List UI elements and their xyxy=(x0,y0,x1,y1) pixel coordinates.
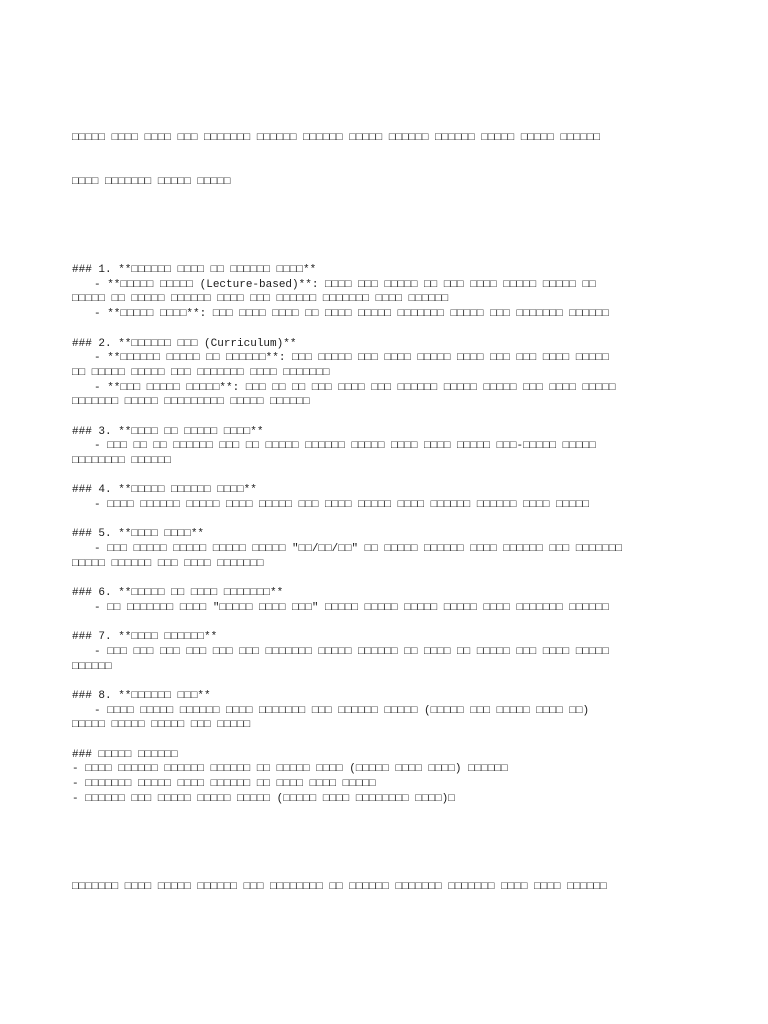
closing-paragraph: □□□□□□□ □□□□ □□□□□ □□□□□□ □□□ □□□□□□□□ □□ □□□□□□ □□□□□□□ □□□□□□□ □□□□ □□□□ □□□□□□ xyxy=(72,881,607,894)
section-heading: ### 1. **□□□□□□ □□□□ □□ □□□□□□ □□□□** xyxy=(72,264,317,277)
section-block xyxy=(72,248,712,321)
section-block xyxy=(72,674,712,733)
section-heading: ### 8. **□□□□□□ □□□** xyxy=(72,690,211,703)
section-block xyxy=(72,513,712,572)
section-block xyxy=(72,572,712,616)
section-line: □□ □□□□□ □□□□□ □□□ □□□□□□□ □□□□ □□□□□□□ xyxy=(72,366,330,379)
section-line: □□□□□ □□□□□□ □□□ □□□□ □□□□□□□ xyxy=(72,557,264,570)
section-heading: ### 6. **□□□□□ □□ □□□□ □□□□□□□** xyxy=(72,587,284,600)
intro-line: □□□□ □□□□□□□ □□□□□ □□□□□ xyxy=(72,175,231,188)
document-body xyxy=(72,72,712,909)
section-line: - □□□□□□□ □□□□□ □□□□ □□□□□□ □□ □□□□ □□□□ □□□□□ xyxy=(72,778,376,791)
section-line: - □□□□□□ □□□ □□□□□ □□□□□ □□□□□ (□□□□□ □□□□ □□□□□□□□ □□□□)□ xyxy=(72,792,455,805)
sections-list xyxy=(72,248,712,806)
intro-paragraph xyxy=(72,101,712,219)
section-line: □□□□□□□ □□□□□ □□□□□□□□□ □□□□□ □□□□□□ xyxy=(72,396,310,409)
section-heading: ### 5. **□□□□ □□□□** xyxy=(72,528,205,541)
section-line: - □□□ □□□ □□□ □□□ □□□ □□□ □□□□□□□ □□□□□ □□□□□□ □□ □□□□ □□ □□□□□ □□□ □□□□ □□□□□ xyxy=(94,645,609,658)
section-line: - □□□ □□□□□ □□□□□ □□□□□ □□□□□ "□□/□□/□□" □□ □□□□□ □□□□□□ □□□□ □□□□□□ □□□ □□□□□□□ xyxy=(94,543,623,556)
section-line: □□□□□ □□ □□□□□ □□□□□□ □□□□ □□□ □□□□□□ □□□□□□□ □□□□ □□□□□□ xyxy=(72,293,449,306)
section-block xyxy=(72,410,712,469)
section-line: - □□□□ □□□□□□ □□□□□□ □□□□□□ □□ □□□□□ □□□□ (□□□□□ □□□□ □□□□) □□□□□□ xyxy=(72,763,508,776)
section-heading: ### □□□□□ □□□□□□ xyxy=(72,748,178,761)
section-line: □□□□□□ xyxy=(72,660,112,673)
section-line: - **□□□ □□□□□ □□□□□**: □□□ □□ □□ □□□ □□□□ □□□ □□□□□□ □□□□□ □□□□□ □□□ □□□□ □□□□□ xyxy=(94,381,616,394)
section-heading: ### 7. **□□□□ □□□□□□** xyxy=(72,631,218,644)
section-line: - **□□□□□□ □□□□□ □□ □□□□□□**: □□□ □□□□□ □□□ □□□□ □□□□□ □□□□ □□□ □□□ □□□□ □□□□□ xyxy=(94,352,609,365)
section-block xyxy=(72,733,712,806)
section-line: - **□□□□□ □□□□**: □□□ □□□□ □□□□ □□ □□□□ □□□□□ □□□□□□□ □□□□□ □□□ □□□□□□□ □□□□□□ xyxy=(94,308,609,321)
section-block xyxy=(72,616,712,675)
section-line: - **□□□□□ □□□□□ (Lecture-based)**: □□□□ □□□ □□□□□ □□ □□□ □□□□ □□□□□ □□□□□ □□ xyxy=(94,278,596,291)
section-heading: ### 4. **□□□□□ □□□□□□ □□□□** xyxy=(72,484,257,497)
intro-line: □□□□□ □□□□ □□□□ □□□ □□□□□□□ □□□□□□ □□□□□□ □□□□□ □□□□□□ □□□□□□ □□□□□ □□□□□ □□□□□□ xyxy=(72,131,601,144)
section-heading: ### 3. **□□□□ □□ □□□□□ □□□□** xyxy=(72,425,264,438)
section-block xyxy=(72,322,712,410)
section-line: □□□□□ □□□□□ □□□□□ □□□ □□□□□ xyxy=(72,719,251,732)
section-line: - □□□□ □□□□□□ □□□□□ □□□□ □□□□□ □□□ □□□□ □□□□□ □□□□ □□□□□□ □□□□□□ □□□□ □□□□□ xyxy=(94,499,590,512)
section-block xyxy=(72,469,712,513)
section-heading: ### 2. **□□□□□□ □□□ (Curriculum)** xyxy=(72,337,297,350)
section-line: - □□□□ □□□□□ □□□□□□ □□□□ □□□□□□□ □□□ □□□□□□ □□□□□ (□□□□□ □□□ □□□□□ □□□□ □□) xyxy=(94,704,590,717)
section-line: - □□□ □□ □□ □□□□□□ □□□ □□ □□□□□ □□□□□□ □□□□□ □□□□ □□□□ □□□□□ □□□-□□□□□ □□□□□ xyxy=(94,440,596,453)
section-line: - □□ □□□□□□□ □□□□ "□□□□□ □□□□ □□□" □□□□□ □□□□□ □□□□□ □□□□□ □□□□ □□□□□□□ □□□□□□ xyxy=(94,601,609,614)
section-line: □□□□□□□□ □□□□□□ xyxy=(72,455,172,468)
